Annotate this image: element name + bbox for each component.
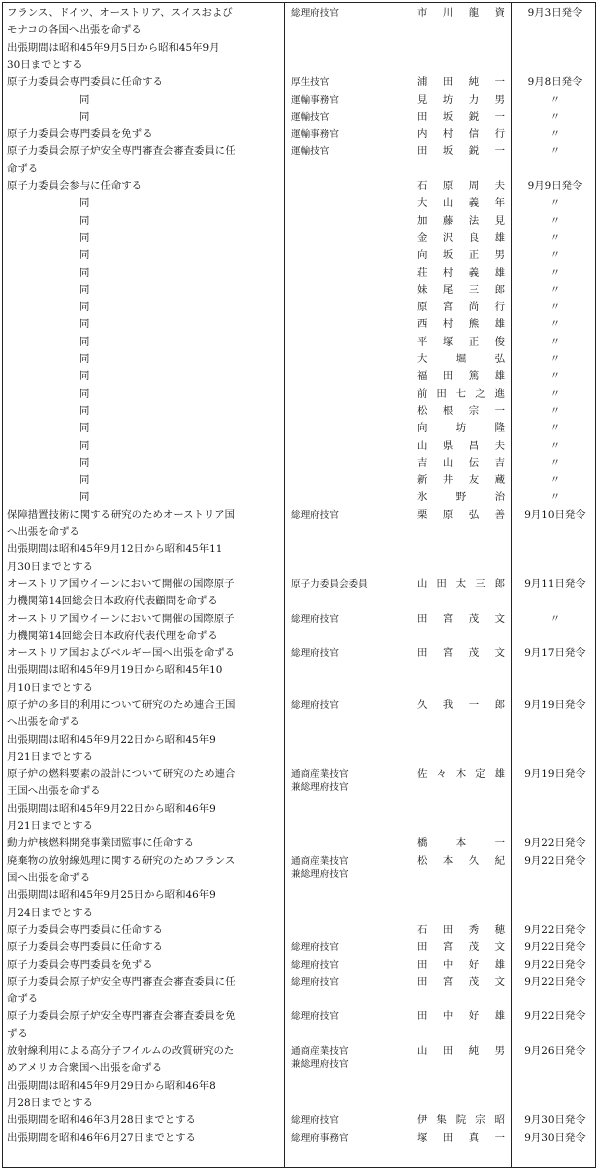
description-line: 同 [79, 439, 90, 452]
issue-date: 9月10日発令 [524, 508, 586, 521]
title-line: 総理府技官 [291, 1115, 339, 1127]
issue-date: 〃 [549, 145, 561, 158]
official-title [291, 126, 416, 141]
description-line: オーストリア国ウイーンにおいて開催の国際原子 [7, 612, 235, 625]
appointment-description [7, 939, 279, 956]
issue-date: 〃 [549, 93, 561, 106]
title-line: 総理府技官 [291, 648, 339, 660]
person-name: 平塚正俊 [417, 335, 505, 348]
person-name: 福田篤雄 [417, 370, 505, 383]
description-line: 同 [79, 197, 90, 210]
person-name: 吉山伝吉 [417, 456, 505, 469]
issue-date: 〃 [549, 612, 561, 625]
issue-date: 〃 [549, 491, 561, 504]
official-title [291, 489, 416, 491]
description-line: 原子力委員会原子炉安全専門審査会審査委員に任 [7, 145, 236, 158]
description-line: 力機関第14回総会日本政府代表顧問を命ずる [7, 595, 218, 608]
person-name: 新井友蔵 [417, 474, 505, 487]
appointment-description [7, 1130, 279, 1147]
description-line: 同 [79, 301, 90, 314]
issue-date: 〃 [549, 370, 561, 383]
appointment-description [7, 922, 279, 939]
description-line: へ出張を命ずる [7, 525, 80, 538]
appointment-description [7, 334, 279, 351]
official-title [291, 316, 416, 318]
issue-date: 9月22日発令 [524, 975, 586, 988]
title-line: 通商産業技官 [291, 1046, 349, 1057]
description-line: 月21日までとする [7, 820, 93, 833]
person-name: 田中好雄 [417, 1010, 505, 1023]
official-title [291, 645, 416, 660]
issue-date: 〃 [549, 422, 561, 435]
issue-date: 〃 [549, 110, 561, 123]
title-line: 兼総理府技官 [291, 868, 349, 880]
issue-date: 9月17日発令 [524, 647, 586, 660]
official-title [291, 386, 416, 388]
appointment-description [7, 576, 279, 611]
appointment-description [7, 282, 279, 299]
official-title [291, 334, 416, 336]
official-title [291, 403, 416, 405]
official-title [291, 1112, 416, 1127]
appointment-description [7, 143, 279, 178]
appointment-description [7, 126, 279, 143]
appointments-table [2, 2, 596, 1168]
appointment-description [7, 455, 279, 472]
description-line: 原子力委員会専門委員に任命する [7, 923, 163, 936]
official-title [291, 265, 416, 267]
official-title [291, 368, 416, 370]
description-line: 出張期間を昭和46年6月27日までとする [7, 1131, 196, 1144]
official-title [291, 109, 416, 124]
title-line: 総理府事務官 [291, 1132, 349, 1144]
description-line: 命ずる [7, 162, 39, 175]
appointment-description [7, 1008, 279, 1043]
person-name: 大堀弘 [417, 353, 505, 365]
official-title [291, 835, 416, 837]
appointment-description [7, 403, 279, 420]
appointment-description [7, 507, 279, 576]
appointment-description [7, 697, 279, 766]
appointment-description [7, 299, 279, 316]
description-line: 同 [79, 404, 90, 417]
description-line: フランス、ドイツ、オーストリア、スイスおよび [7, 7, 233, 19]
issue-date: 〃 [549, 474, 561, 487]
appointment-description [7, 195, 279, 212]
issue-date: 9月22日発令 [524, 837, 586, 850]
issue-date: 9月22日発令 [524, 958, 586, 971]
issue-date: 〃 [549, 439, 561, 452]
person-name: 見坊力男 [417, 93, 505, 106]
description-line: 同 [79, 231, 90, 244]
person-name: 山田太三郎 [417, 577, 505, 590]
person-name: 妹尾三郎 [417, 283, 505, 296]
official-title [291, 1008, 416, 1023]
title-line: 総理府技官 [291, 613, 339, 625]
description-line: 同 [79, 249, 90, 262]
description-line: 命ずる [7, 993, 39, 1006]
appointment-description [7, 368, 279, 385]
official-title [291, 922, 416, 924]
official-title [291, 230, 416, 232]
description-line: 月24日までとする [7, 906, 93, 919]
person-name: 田坂鋭一 [417, 145, 505, 158]
appointment-description [7, 74, 279, 91]
description-line: 同 [79, 422, 90, 435]
official-title [291, 576, 416, 591]
person-name: 氷野治 [417, 491, 505, 504]
person-name: 市川龍資 [417, 7, 505, 19]
issue-date: 〃 [549, 128, 561, 141]
official-title [291, 974, 416, 989]
person-name: 荘村義雄 [417, 266, 505, 279]
person-name: 加藤法見 [417, 214, 505, 227]
appointment-description [7, 835, 279, 852]
person-name: 久我一郎 [417, 699, 505, 711]
appointment-description [7, 1043, 279, 1112]
person-name: 松本久紀 [417, 854, 505, 867]
issue-date: 〃 [549, 266, 561, 279]
table-body [3, 3, 595, 1167]
description-line: 同 [79, 283, 90, 296]
description-line: 保障措置技術に関する研究のためオーストリア国 [7, 508, 236, 521]
issue-date: 〃 [549, 301, 561, 314]
description-line: 同 [79, 93, 90, 106]
description-line: モナコの各国へ出張を命ずる [7, 24, 142, 37]
title-line: 兼総理府技官 [291, 782, 349, 794]
person-name: 田中好雄 [417, 958, 505, 971]
official-title [291, 299, 416, 301]
title-line: 総理府技官 [291, 976, 339, 988]
appointment-description [7, 213, 279, 230]
official-title [291, 92, 416, 107]
appointment-description [7, 766, 279, 835]
description-line: 出張期間は昭和45年9月29日から昭和46年8 [7, 1079, 216, 1092]
issue-date: 〃 [549, 335, 561, 348]
issue-date: 9月22日発令 [524, 854, 586, 867]
issue-date: 〃 [549, 197, 561, 210]
person-name: 山田純男 [417, 1045, 505, 1057]
appointment-description [7, 178, 279, 195]
official-title [291, 766, 416, 794]
appointment-description [7, 351, 279, 368]
person-name: 橋本一 [417, 837, 505, 850]
official-title [291, 213, 416, 215]
description-line: 王国へ出張を命ずる [7, 785, 101, 798]
title-line: 総理府技官 [291, 942, 339, 954]
description-line: 同 [79, 266, 90, 279]
official-title [291, 1130, 416, 1145]
description-line: 廃棄物の放射線処理に関する研究のためフランス [7, 854, 236, 867]
official-title [291, 178, 416, 180]
person-name: 佐々木定雄 [417, 768, 505, 781]
person-name: 石原周夫 [417, 180, 505, 192]
person-name: 内村信行 [417, 128, 505, 141]
issue-date: 9月11日発令 [524, 577, 586, 590]
title-line: 通商産業技官 [291, 855, 349, 867]
issue-date: 〃 [549, 404, 561, 417]
description-line: ずる [7, 1027, 28, 1040]
appointment-description [7, 1112, 279, 1129]
official-title [291, 697, 416, 712]
official-title [291, 351, 416, 353]
description-line: オーストリア国ウイーンにおいて開催の国際原子 [7, 577, 235, 590]
issue-date: 9月3日発令 [527, 7, 583, 19]
title-line: 総理府技官 [291, 8, 339, 19]
appointment-description [7, 265, 279, 282]
description-line: オーストリア国およびベルギー国へ出張を命ずる [7, 647, 236, 660]
person-name: 西村熊雄 [417, 318, 505, 331]
issue-date: 9月26日発令 [524, 1045, 586, 1057]
official-title [291, 282, 416, 284]
issue-date: 9月9日発令 [527, 180, 583, 192]
appointment-description [7, 420, 279, 437]
description-line: 同 [79, 474, 90, 487]
appointment-description [7, 974, 279, 1009]
official-title [291, 247, 416, 249]
description-line: 原子力委員会専門委員を免ずる [7, 958, 153, 971]
title-line: 厚生技官 [291, 77, 330, 89]
description-line: 原子力委員会専門委員を免ずる [7, 128, 153, 141]
description-line: 原子力委員会原子炉安全専門審査会審査委員を免 [7, 1010, 236, 1023]
person-name: 向坊隆 [417, 422, 505, 435]
title-line: 総理府技官 [291, 959, 339, 971]
description-line: 出張期間は昭和45年9月22日から昭和45年9 [7, 733, 216, 746]
title-line: 通商産業技官 [291, 769, 349, 781]
person-name: 田宮茂文 [417, 975, 505, 988]
description-line: 原子炉の燃料要素の設計について研究のため連合 [7, 768, 236, 781]
title-line: 運輸事務官 [291, 94, 339, 106]
description-line: 月28日までとする [7, 1096, 93, 1109]
description-line: 国へ出張を命ずる [7, 871, 91, 884]
person-name: 伊集院宗昭 [417, 1114, 505, 1127]
description-line: 出張期間は昭和45年9月25日から昭和46年9 [7, 889, 216, 902]
person-name: 原宮尚行 [417, 301, 505, 314]
issue-date: 9月22日発令 [524, 941, 586, 954]
description-line: 同 [79, 456, 90, 469]
official-title [291, 5, 416, 20]
title-line: 兼総理府技官 [291, 1059, 349, 1070]
description-line: 出張期間は昭和45年9月19日から昭和45年10 [7, 664, 223, 677]
issue-date: 〃 [549, 231, 561, 244]
description-line: 同 [79, 110, 90, 123]
official-title [291, 507, 416, 522]
description-line: 出張期間を昭和46年3月28日までとする [7, 1114, 196, 1127]
description-line: 力機関第14回総会日本政府代表代理を命ずる [7, 629, 218, 642]
issue-date: 9月19日発令 [524, 699, 586, 711]
official-title [291, 195, 416, 197]
appointment-description [7, 5, 279, 74]
official-title [291, 1043, 416, 1071]
description-line: へ出張を命ずる [7, 716, 80, 729]
appointment-description [7, 247, 279, 264]
description-line: 同 [79, 491, 90, 504]
person-name: 石田秀穂 [417, 923, 505, 936]
title-line: 総理府技官 [291, 700, 339, 711]
issue-date: 9月8日発令 [527, 76, 583, 89]
appointment-description [7, 230, 279, 247]
title-line: 運輸技官 [291, 146, 330, 158]
issue-date: 〃 [549, 214, 561, 227]
description-line: めアメリカ合衆国へ出張を命ずる [7, 1062, 163, 1075]
description-line: 出張期間は昭和45年9月12日から昭和45年11 [7, 543, 223, 556]
official-title [291, 143, 416, 158]
description-line: 同 [79, 353, 90, 365]
appointment-description [7, 472, 279, 489]
person-name: 栗原弘善 [417, 508, 505, 521]
official-title [291, 472, 416, 474]
official-title [291, 939, 416, 954]
person-name: 塚田真一 [417, 1131, 505, 1144]
description-line: 原子力委員会参与に任命する [7, 180, 143, 192]
issue-date: 〃 [549, 353, 561, 365]
person-name: 前田七之進 [417, 387, 505, 400]
description-line: 出張期間は昭和45年9月5日から昭和45年9月 [7, 41, 220, 54]
issue-date: 〃 [549, 249, 561, 262]
official-title [291, 853, 416, 881]
official-title [291, 957, 416, 972]
issue-date: 9月30日発令 [524, 1131, 586, 1144]
appointment-description [7, 645, 279, 697]
person-name: 田宮茂文 [417, 941, 505, 954]
issue-date: 〃 [549, 283, 561, 296]
official-title [291, 74, 416, 89]
description-line: 月10日までとする [7, 681, 93, 694]
official-title [291, 438, 416, 440]
official-title [291, 611, 416, 626]
person-name: 松根宗一 [417, 404, 505, 417]
person-name: 金沢良雄 [417, 231, 505, 244]
description-line: 原子炉の多目的利用について研究のため連合王国 [7, 699, 236, 711]
person-name: 田坂鋭一 [417, 110, 505, 123]
title-line: 運輸事務官 [291, 129, 339, 141]
appointment-description [7, 611, 279, 646]
description-line: 30日までとする [7, 58, 83, 71]
issue-date: 〃 [549, 456, 561, 469]
issue-date: 9月22日発令 [524, 923, 586, 936]
description-line: 月30日までとする [7, 560, 93, 573]
description-line: 同 [79, 387, 90, 400]
description-line: 同 [79, 335, 90, 348]
title-line: 原子力委員会委員 [291, 578, 368, 590]
issue-date: 〃 [549, 387, 561, 400]
official-title [291, 455, 416, 457]
description-line: 原子力委員会専門委員に任命する [7, 941, 163, 954]
issue-date: 9月19日発令 [524, 768, 586, 781]
appointment-description [7, 853, 279, 922]
person-name: 山県昌夫 [417, 439, 505, 452]
person-name: 浦田純一 [417, 76, 505, 89]
title-line: 運輸技官 [291, 111, 330, 123]
appointment-description [7, 957, 279, 974]
description-line: 月21日までとする [7, 750, 93, 763]
description-line: 同 [79, 318, 90, 331]
title-line: 総理府技官 [291, 509, 339, 521]
title-line: 総理府技官 [291, 1011, 339, 1023]
description-line: 放射線利用による高分子フイルムの改質研究のた [7, 1045, 235, 1057]
person-name: 向坂正男 [417, 249, 505, 262]
issue-date: 9月22日発令 [524, 1010, 586, 1023]
appointment-description [7, 316, 279, 333]
issue-date: 〃 [549, 318, 561, 331]
appointment-description [7, 489, 279, 506]
description-line: 動力炉核燃料開発事業団監事に任命する [7, 837, 195, 850]
description-line: 原子力委員会原子炉安全専門審査会審査委員に任 [7, 975, 236, 988]
description-line: 同 [79, 214, 90, 227]
person-name: 大山義年 [417, 197, 505, 210]
person-name: 田宮茂文 [417, 612, 505, 625]
appointment-description [7, 438, 279, 455]
official-title [291, 420, 416, 422]
description-line: 原子力委員会専門委員に任命する [7, 76, 163, 89]
appointment-description [7, 386, 279, 403]
description-line: 同 [79, 370, 90, 383]
description-line: 出張期間は昭和45年9月22日から昭和46年9 [7, 802, 216, 815]
appointment-description [7, 92, 279, 109]
person-name: 田宮茂文 [417, 647, 505, 660]
appointment-description [7, 109, 279, 126]
issue-date: 9月30日発令 [524, 1114, 586, 1127]
